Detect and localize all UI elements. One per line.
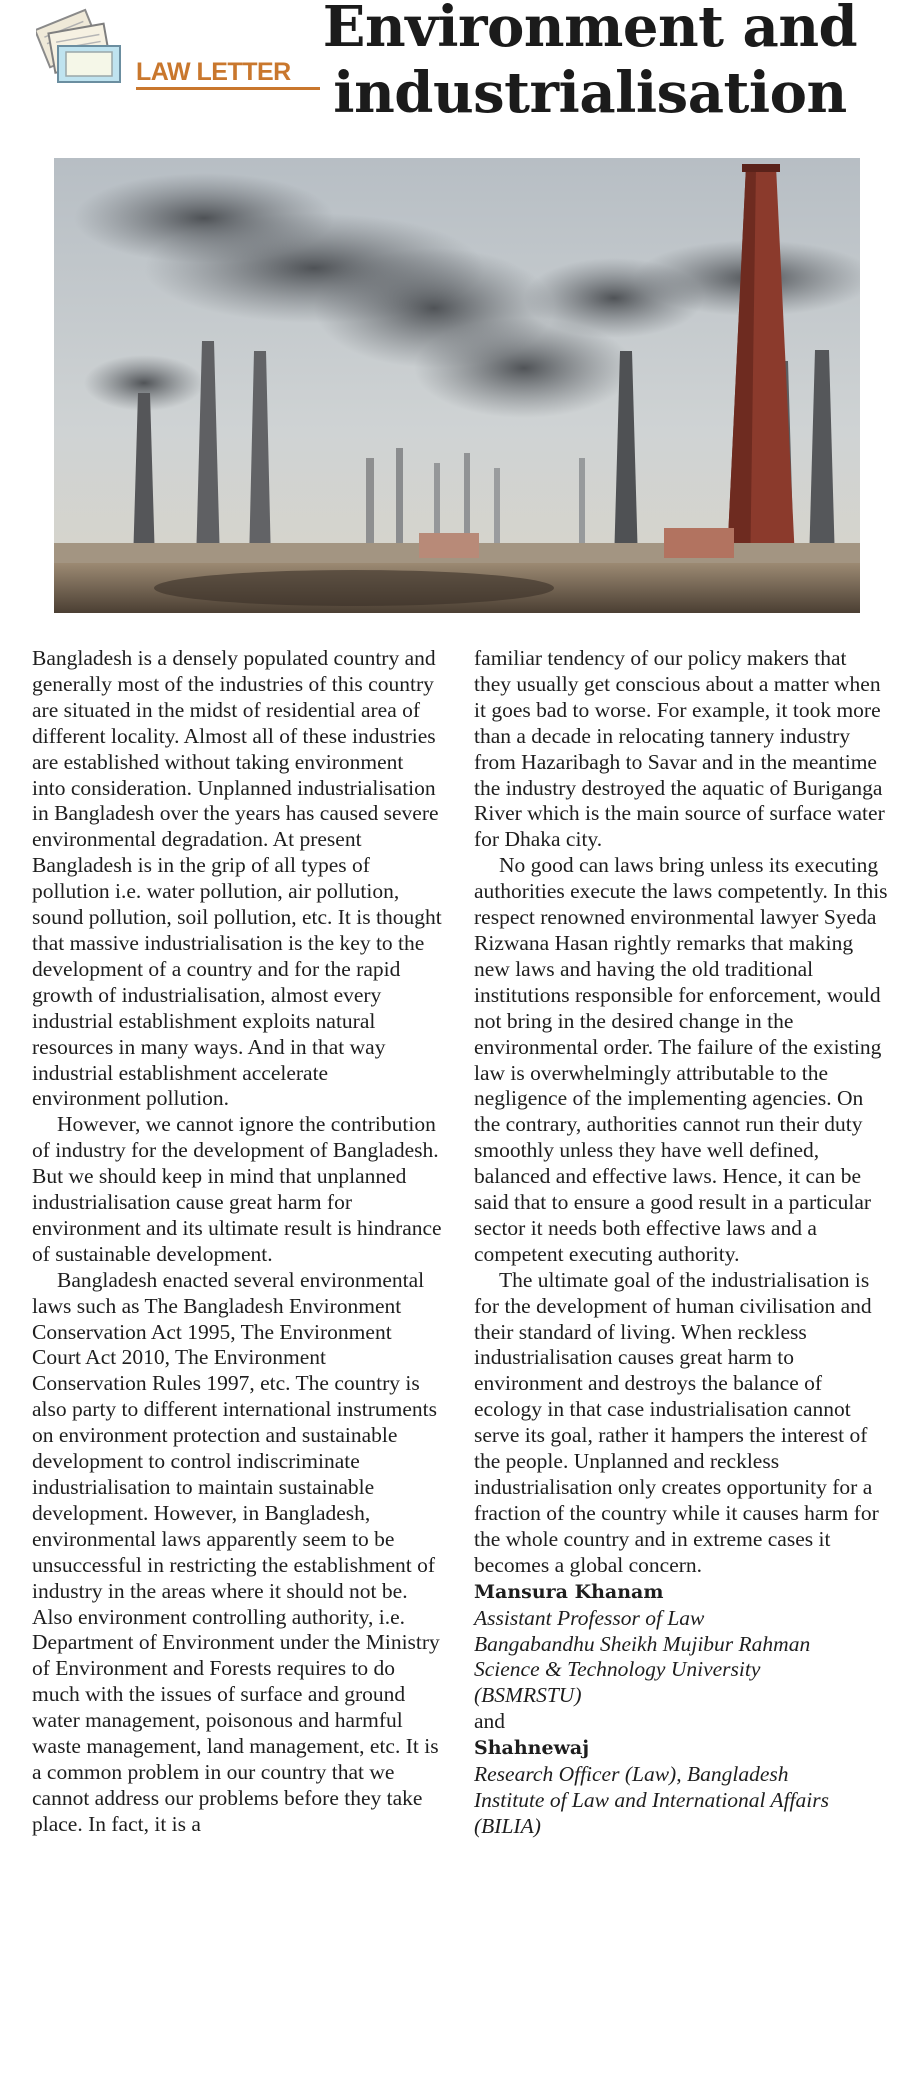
author-1-role-line-3: Science & Technology University bbox=[474, 1657, 761, 1682]
article-column-left bbox=[32, 646, 442, 1838]
paragraph-2: However, we cannot ignore the contribution of industry for the development of Bangladesh. But we should keep in mind that unplanned industrialisation cause great harm for environment and its ultimate result is hindrance of sustainable development. bbox=[32, 1112, 442, 1266]
author-1-role-line-2: Bangabandhu Sheikh Mujibur Rahman bbox=[474, 1631, 811, 1656]
headline-line-1: Environment and bbox=[322, 0, 858, 60]
paragraph-5: The ultimate goal of the industrialisation is for the development of human civilisation and their standard of living. When reckless industrialisation causes great harm to environment and destroys the balance of ecology in that case industrialisation cannot serve its goal, rather it hampers the interest of the people. Unplanned and reckless industrialisation only creates opportunity for a fraction of the country while it causes harm for the whole country and in extreme cases it becomes a global concern. bbox=[474, 1267, 879, 1577]
folder-papers-icon bbox=[36, 6, 136, 88]
author-1-name: Mansura Khanam bbox=[474, 1580, 664, 1603]
factory-chimneys-smoke-icon bbox=[54, 158, 860, 613]
author-2-name: Shahnewaj bbox=[474, 1737, 590, 1760]
article-column-right bbox=[474, 646, 888, 1840]
author-2-role-line-1: Research Officer (Law), Bangladesh bbox=[474, 1762, 789, 1787]
section-label: LAW LETTER bbox=[136, 58, 291, 86]
author-1-role-line-4: (BSMRSTU) bbox=[474, 1683, 582, 1708]
author-conjunction: and bbox=[474, 1709, 506, 1734]
headline-line-2: industrialisation bbox=[333, 60, 847, 126]
author-2-role-line-2: Institute of Law and International Affairs bbox=[474, 1788, 829, 1813]
section-label-underline bbox=[136, 87, 320, 90]
author-1-role-line-1: Assistant Professor of Law bbox=[474, 1605, 705, 1630]
paragraph-3-continued: familiar tendency of our policy makers that they usually get conscious about a matter when it goes bad to worse. For example, it took more than a decade in relocating tannery industry from Hazaribagh to Savar and in the meantime the industry destroyed the aquatic of Buriganga River which is the main source of surface water for Dhaka city. bbox=[474, 646, 885, 852]
paragraph-1: Bangladesh is a densely populated country and generally most of the industries of this country are situated in the midst of residential area of different locality. Almost all of these industries are established without taking environment into consideration. Unplanned industrialisation in Bangladesh over the years has caused severe environmental degradation. At present Bangladesh is in the grip of all types of pollution i.e. water pollution, air pollution, sound pollution, soil pollution, etc. It is thought that massive industrialisation is the key to the development of a country and for the rapid growth of industrialisation, almost every industrial establishment exploits natural resources in many ways. And in that way industrial establishment accelerate environment pollution. bbox=[32, 646, 442, 1111]
paragraph-3: Bangladesh enacted several environmental laws such as The Bangladesh Environment Conservation Act 1995, The Environment Court Act 2010, The Environment Conservation Rules 1997, etc. The country is also party to different international instruments on environment protection and sustainable development to control indiscriminate industrialisation to maintain sustainable development. However, in Bangladesh, environmental laws apparently seem to be unsuccessful in restricting the establishment of industry in the areas where it should not be. Also environment controlling authority, i.e. Department of Environment under the Ministry of Environment and Forests requires to do much with the issues of surface and ground water management, poisonous and harmful waste management, land management, etc. It is a common problem in our country that we cannot address our problems before they take place. In fact, it is a bbox=[32, 1267, 440, 1836]
law-letter-logo bbox=[36, 6, 291, 88]
article-photo bbox=[54, 158, 860, 613]
author-2-role-line-3: (BILIA) bbox=[474, 1813, 541, 1838]
article-headline bbox=[300, 0, 880, 126]
paragraph-4: No good can laws bring unless its executing authorities execute the laws competently. In this respect renowned environmental lawyer Syeda Rizwana Hasan rightly remarks that making new laws and having the old traditional institutions responsible for enforcement, would not bring in the desired change in the environmental order. The failure of the existing law is overwhelmingly attributable to the negligence of the implementing agencies. On the contrary, authorities cannot run their duty smoothly unless they have well defined, balanced and effective laws. Hence, it can be said that to ensure a good result in a particular sector it needs both effective laws and a competent executing authority. bbox=[474, 853, 888, 1266]
